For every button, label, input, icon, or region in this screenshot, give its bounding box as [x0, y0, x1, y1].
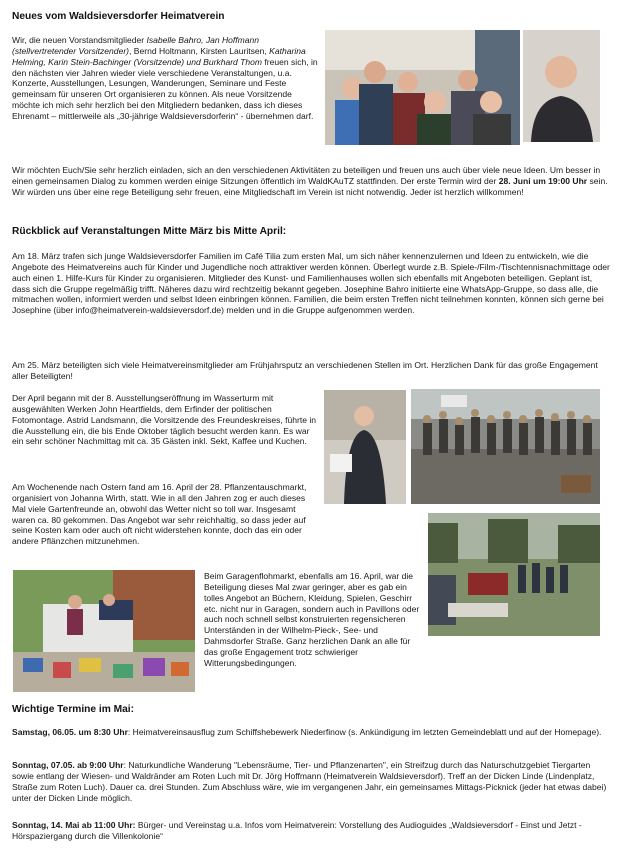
flea-market-paragraph: [204, 571, 424, 669]
intro-text-1: Wir, die neuen Vorstandsmitglieder: [12, 35, 147, 45]
event-item: [12, 820, 610, 842]
plant-market-paragraph: Am Wochenende nach Ostern fand am 16. April der 28. Pflanzentauschmarkt, organisiert von Johanna Wirth, statt. Wie in all den Jahren zog er auch dieses Mal viele Gartenfreunde an, obwohl das Wetter nicht so toll war. Insgesamt waren ca. 80 gekommen. Das Angebot war sehr reichhaltig, so dass jeder auf seine Kosten kam oder auch oft nicht widerstehen konnte, doch das ein oder andere Pflänzchen mitzunehmen.: [12, 482, 307, 547]
flea-market-photo: [13, 570, 195, 692]
main-heading: Neues vom Waldsieversdorfer Heimatverein: [12, 11, 225, 22]
event-description: Bürger- und Vereinstag u.a. Infos vom Heimatverein: Vorstellung des Audioguides „Waldsieversdorf - Einst und Jetzt - Hörspaziergang durch die Villenkolonie“: [12, 820, 582, 841]
invitation-text-1: Wir möchten Euch/Sie sehr herzlich einladen, sich an den verschiedenen Aktivitäten zu beteiligen und freuen uns auch über viele neue Ideen. Um besser in einen gemeinsamen Dialog zu kommen werden einige Sitzungen öffentlich im WaldKAuTZ stattfinden. Der erste Termin wird der: [12, 165, 601, 186]
may-events-heading: Wichtige Termine im Mai:: [12, 704, 134, 715]
event-date: Samstag, 06.05. um 8:30 Uhr: [12, 727, 128, 737]
portrait-photo: [523, 30, 600, 142]
first-meeting-date: 28. Juni um 19:00 Uhr: [498, 175, 588, 186]
intro-text-3: freuen sich, in den nächsten vier Jahren wieder viele verschiedene Veranstaltungen, u.a. Konzerte, Ausstellungen, Lesungen, Wanderungen, Seminare und Feste gemeinsam für unseren Ort organisieren zu können. Als neue Vorsitzende möchte ich mich sehr herzlich bei den Mitgliedern bedanken, dass ich dieses Ehrenamt – mittlerweile als „30-jährige Waldsieversdorferin“ - übernehmen darf.: [12, 56, 318, 121]
event-description: : Naturkundliche Wanderung "Lebensräume, Tier- und Pflanzenarten", ein Streifzug durch das Naturschutzgebiet Tiergarten sowie entlang der Wiesen- und Waldränder am Roten Luch mit Dr. Jörg Hoffmann (Heimatverein Waldsieversdorf). Treff an der Dicken Linde (Lindenplatz, Straße zum Roten Luch). Dauer ca. drei Stunden. Zum Abschluss wäre, wie im vergangenen Jahr, ein gemeinsames Mittags-Picknick (jeder hat etwas dabei) unter der Dicken Linde möglich.: [12, 760, 607, 803]
cleaning-group-photo: [411, 389, 600, 504]
review-heading: Rückblick auf Veranstaltungen Mitte März bis Mitte April:: [12, 226, 287, 237]
family-meeting-paragraph: Am 18. März trafen sich junge Waldsieversdorfer Familien im Café Tilia zum ersten Mal, um sich näher kennenzulernen und Ideen zu entwickeln, wie die Angebote des Heimatvereins auch für Kinder und Jugendliche noch attraktiver werden können. Überlegt wurde z.B. Spiele-/Film-/Tischtennisnachmittage oder auch einen 1. Hilfe-Kurs für Kinder zu organisieren. Mitglieder des Kunst- und Familienhauses wollen sich ebenfalls mit Angeboten beteiligen. Geplant ist, dass sich die Gruppe regelmäßig trifft. Näheres dazu wird rechtzeitig bekannt gegeben. Josephine Bahro initiierte eine WhatsApp-Gruppe, so dass alle, die mitmachen wollen, informiert werden und selbst Ideen einbringen können. Familien, die beim ersten Treffen nicht teilnehmen konnten, können sich gerne bei Josephine (über info@heimatverein-waldsieversdorf.de) melden und in die Gruppe aufgenommen werden.: [12, 251, 610, 316]
exhibition-photo: [324, 390, 406, 504]
event-date: Sonntag, 14. Mai ab 11:00 Uhr:: [12, 820, 136, 830]
intro-text-2: , Bernd Holtmann, Kirsten Lauritsen,: [129, 45, 270, 56]
invitation-text-2: sein. Wir würden uns über eine rege Beteiligung sehr freuen, eine Mitgliedschaft im Verein ist nicht notwendig. Jeder ist herzlich willkommen!: [12, 175, 608, 197]
flea-market-text: Beim Garagenflohmarkt, ebenfalls am 16. April, war die Beteiligung dieses Mal zwar geringer, aber es gab ein tolles Angebot an Büchern, Kleidung, Spielen, Geschirr etc. nicht nur in Garagen, sondern auch in Pavillons oder auch noch schnell selbst konstruierten regensicheren Unterständen in der Wilhelm-Pieck-, See- und Dahmsdorfer Straße. Ganz herzlichen Dank an alle für das große Engagement trotz schwieriger Witterungsbedingungen.: [204, 571, 420, 668]
board-group-photo: [325, 30, 520, 145]
intro-paragraph: [12, 35, 322, 122]
plant-market-photo: [428, 513, 600, 636]
event-date: Sonntag, 07.05. ab 9:00 Uhr: [12, 760, 124, 770]
invitation-paragraph: [12, 165, 610, 198]
event-description: : Heimatvereinsausflug zum Schiffshebewerk Niederfinow (s. Ankündigung im letzten Gemeindeblatt und auf der Homepage).: [127, 727, 602, 737]
intro-names-2: Katharina Helming, Karin Stein-Bachinger (Vorsitzende) und Burkhard Thom: [12, 45, 306, 67]
intro-names-1: Isabelle Bahro, Jan Hoffmann (stellvertretender Vorsitzender): [12, 35, 260, 56]
event-item: [12, 760, 610, 803]
exhibition-paragraph: Der April begann mit der 8. Ausstellungseröffnung im Wasserturm mit ausgewählten Werken John Heartfields, dem Erfinder der politischen Fotomontage. Astrid Landsmann, die Vorsitzende des Freundeskreises, führte in die Ausstellung ein, die bis Ende Oktober täglich besucht werden kann. Es war ein sehr schöner Nachmittag mit ca. 35 Gästen inkl. Sekt, Kaffee und Kuchen.: [12, 393, 317, 447]
event-item: [12, 727, 610, 738]
spring-cleaning-paragraph: Am 25. März beteiligten sich viele Heimatvereinsmitglieder am Frühjahrsputz an verschiedenen Stellen im Ort. Herzlichen Dank für das große Engagement aller Beteiligten!: [12, 360, 598, 381]
